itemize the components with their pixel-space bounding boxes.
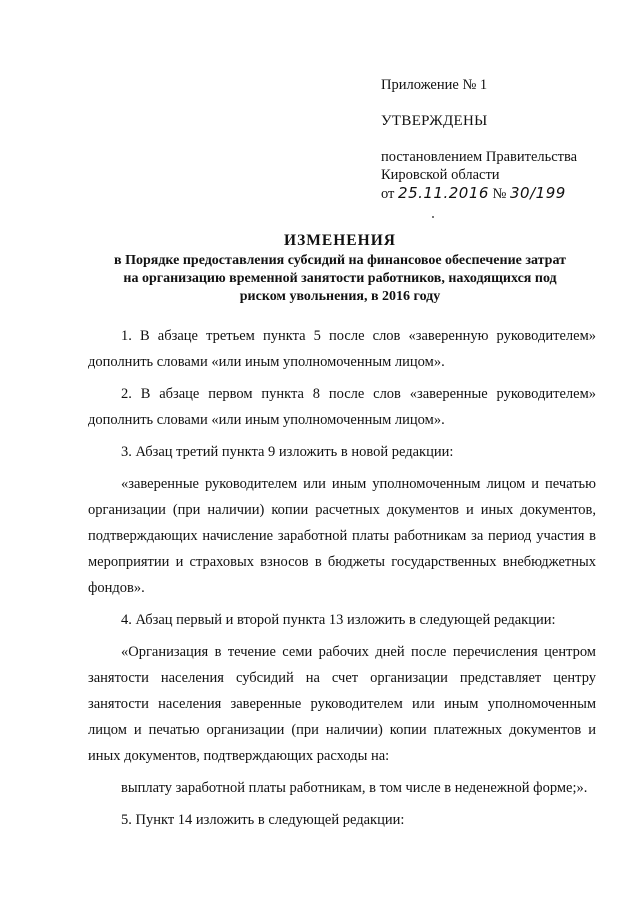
document-body xyxy=(88,323,596,839)
decree-date-line xyxy=(381,184,621,203)
approved-label: УТВЕРЖДЕНЫ xyxy=(381,113,488,129)
date-prefix: от xyxy=(381,186,395,202)
paragraph: 5. Пункт 14 изложить в следующей редакции: xyxy=(121,812,405,828)
handwritten-date: 25.11.2016 xyxy=(398,184,489,202)
paragraph: 1. В абзаце третьем пункта 5 после слов «заверенную руководителем» дополнить словами «или иным уполномоченным лицом». xyxy=(88,328,596,370)
paragraph: 3. Абзац третий пункта 9 изложить в новой редакции: xyxy=(121,444,454,460)
paragraph: «Организация в течение семи рабочих дней после перечисления центром занятости населения субсидий на счет организации представляет центру занятости населения заверенные руководителем или иным уполномоченным лицом и печатью организации (при наличии) копии платежных документов и иных документов, подтверждающих расходы на: xyxy=(88,644,596,764)
appendix-number: Приложение № 1 xyxy=(381,77,488,93)
decree-line-1: постановлением Правительства xyxy=(381,149,578,165)
decree-line-2: Кировской области xyxy=(381,167,500,183)
document-title xyxy=(80,232,600,306)
handwritten-number: 30/199 xyxy=(510,184,566,202)
title-subtitle-line-3: риском увольнения, в 2016 году xyxy=(239,289,441,304)
paragraph: выплату заработной платы работникам, в том числе в неденежной форме;». xyxy=(121,780,588,796)
title-subtitle-line-2: на организацию временной занятости работников, находящихся под xyxy=(123,271,557,286)
approval-block xyxy=(381,76,621,203)
scan-dot xyxy=(432,216,434,218)
number-sign: № xyxy=(492,186,507,202)
paragraph: 2. В абзаце первом пункта 8 после слов «заверенные руководителем» дополнить словами «или иным уполномоченным лицом». xyxy=(88,386,596,428)
title-subtitle-line-1: в Порядке предоставления субсидий на финансовое обеспечение затрат xyxy=(114,253,566,268)
paragraph: 4. Абзац первый и второй пункта 13 изложить в следующей редакции: xyxy=(121,612,556,628)
paragraph: «заверенные руководителем или иным уполномоченным лицом и печатью организации (при наличии) копии расчетных документов и иных документов, подтверждающих начисление заработной платы работникам за период участия в мероприятии и страховых взносов в бюджеты государственных внебюджетных фондов». xyxy=(88,476,596,596)
title-heading: ИЗМЕНЕНИЯ xyxy=(284,232,396,249)
